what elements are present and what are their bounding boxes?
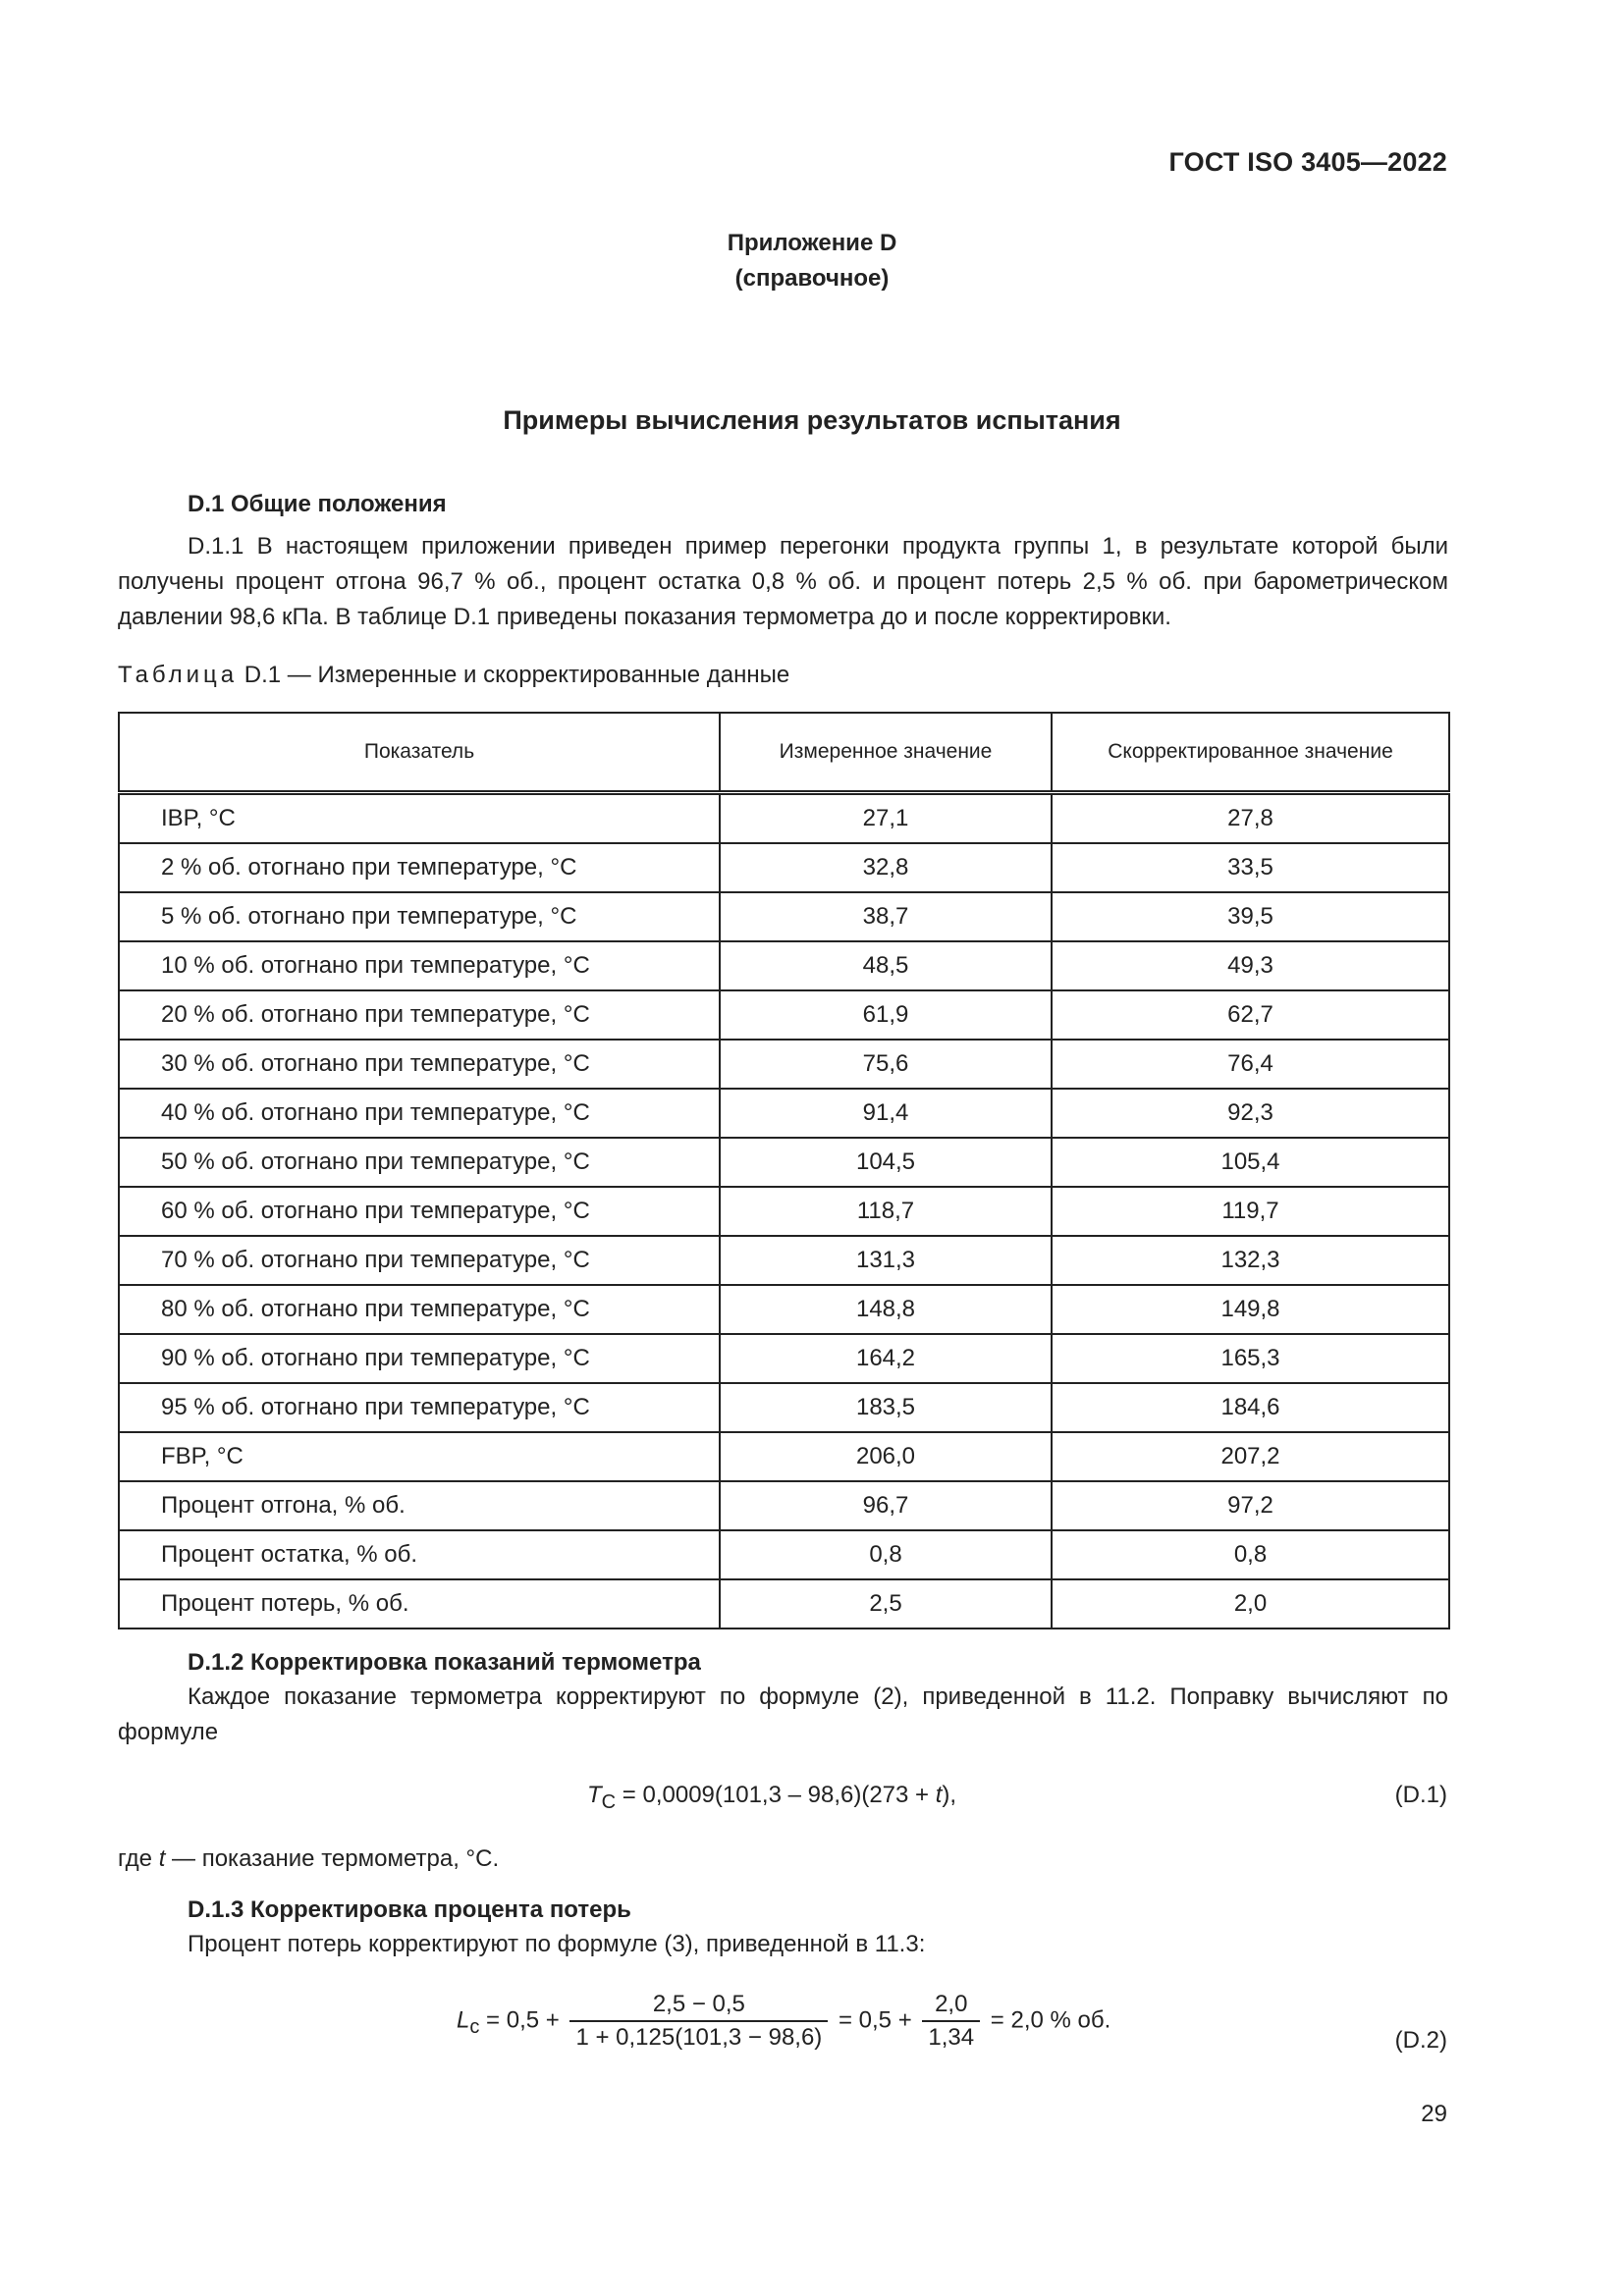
row-corrected-value: 132,3 <box>1052 1236 1449 1285</box>
row-measured-value: 2,5 <box>720 1579 1052 1629</box>
section-d12-heading: D.1.2 Корректировка показаний термометра <box>188 1649 701 1676</box>
formula-d1-body: = 0,0009(101,3 – 98,6)(273 + <box>616 1782 936 1808</box>
formula-d1 <box>587 1782 956 1814</box>
document-code: ГОСТ ISO 3405—2022 <box>1168 147 1447 177</box>
row-corrected-value: 149,8 <box>1052 1285 1449 1334</box>
row-corrected-value: 2,0 <box>1052 1579 1449 1629</box>
where-var: t <box>158 1845 166 1872</box>
row-corrected-value: 207,2 <box>1052 1432 1449 1481</box>
formula-d1-end: ), <box>942 1782 957 1808</box>
table-caption-word: Таблица <box>118 662 239 688</box>
row-indicator: 30 % об. отогнано при температуре, °C <box>119 1040 720 1089</box>
formula-d1-var: T <box>587 1782 602 1808</box>
row-indicator: Процент потерь, % об. <box>119 1579 720 1629</box>
row-indicator: IBP, °C <box>119 793 720 844</box>
row-indicator: 90 % об. отогнано при температуре, °C <box>119 1334 720 1383</box>
table-row <box>119 1481 1449 1530</box>
row-measured-value: 27,1 <box>720 793 1052 844</box>
header-indicator: Показатель <box>119 713 720 793</box>
table-row <box>119 793 1449 844</box>
formula-d2-part2: = 0,5 + <box>838 2006 912 2034</box>
header-measured: Измеренное значение <box>720 713 1052 793</box>
row-measured-value: 48,5 <box>720 941 1052 990</box>
table-row <box>119 1285 1449 1334</box>
row-indicator: 70 % об. отогнано при температуре, °C <box>119 1236 720 1285</box>
formula-d2-result: = 2,0 % об. <box>990 2006 1111 2034</box>
row-indicator: 2 % об. отогнано при температуре, °C <box>119 843 720 892</box>
row-corrected-value: 97,2 <box>1052 1481 1449 1530</box>
section-d13-heading: D.1.3 Корректировка процента потерь <box>188 1896 631 1923</box>
section-d13-paragraph: Процент потерь корректируют по формуле (3), приведенной в 11.3: <box>188 1931 926 1957</box>
row-measured-value: 75,6 <box>720 1040 1052 1089</box>
formula-d2-fraction-1 <box>569 1991 828 2052</box>
row-measured-value: 32,8 <box>720 843 1052 892</box>
row-indicator: Процент остатка, % об. <box>119 1530 720 1579</box>
equation-number-d1: (D.1) <box>1394 1782 1447 1808</box>
row-indicator: 80 % об. отогнано при температуре, °C <box>119 1285 720 1334</box>
row-corrected-value: 33,5 <box>1052 843 1449 892</box>
row-indicator: 50 % об. отогнано при температуре, °C <box>119 1138 720 1187</box>
row-measured-value: 91,4 <box>720 1089 1052 1138</box>
table-row <box>119 1334 1449 1383</box>
row-measured-value: 183,5 <box>720 1383 1052 1432</box>
row-measured-value: 164,2 <box>720 1334 1052 1383</box>
table-caption-text: D.1 — Измеренные и скорректированные данные <box>244 662 790 688</box>
formula-d1-sub: C <box>601 1790 617 1813</box>
appendix-heading <box>0 226 1624 296</box>
row-measured-value: 0,8 <box>720 1530 1052 1579</box>
section-d1-paragraph: D.1.1 В настоящем приложении приведен пример перегонки продукта группы 1, в результате которой были получены процент отгона 96,7 % об., процент остатка 0,8 % об. и процент потерь 2,5 % об. при барометрическом давлении 98,6 кПа. В таблице D.1 приведены показания термометра до и после корректировки. <box>118 533 1448 630</box>
where-clause <box>118 1845 499 1873</box>
row-indicator: 60 % об. отогнано при температуре, °C <box>119 1187 720 1236</box>
formula-d2-fraction-2 <box>922 1991 980 2052</box>
row-indicator: 10 % об. отогнано при температуре, °C <box>119 941 720 990</box>
appendix-subtitle: (справочное) <box>734 265 890 292</box>
table-caption <box>118 662 789 689</box>
row-measured-value: 131,3 <box>720 1236 1052 1285</box>
row-measured-value: 96,7 <box>720 1481 1052 1530</box>
row-indicator: 20 % об. отогнано при температуре, °C <box>119 990 720 1040</box>
table-row <box>119 1040 1449 1089</box>
table-row <box>119 1432 1449 1481</box>
row-corrected-value: 119,7 <box>1052 1187 1449 1236</box>
row-corrected-value: 105,4 <box>1052 1138 1449 1187</box>
row-measured-value: 206,0 <box>720 1432 1052 1481</box>
table-row <box>119 1187 1449 1236</box>
row-corrected-value: 92,3 <box>1052 1089 1449 1138</box>
row-corrected-value: 39,5 <box>1052 892 1449 941</box>
row-measured-value: 38,7 <box>720 892 1052 941</box>
row-indicator: Процент отгона, % об. <box>119 1481 720 1530</box>
main-title: Примеры вычисления результатов испытания <box>503 405 1121 435</box>
row-corrected-value: 184,6 <box>1052 1383 1449 1432</box>
table-row <box>119 843 1449 892</box>
table-row <box>119 1138 1449 1187</box>
appendix-title: Приложение D <box>727 230 897 256</box>
table-row <box>119 990 1449 1040</box>
row-measured-value: 118,7 <box>720 1187 1052 1236</box>
row-corrected-value: 27,8 <box>1052 793 1449 844</box>
row-corrected-value: 49,3 <box>1052 941 1449 990</box>
section-d1-heading: D.1 Общие положения <box>188 491 447 517</box>
fraction-1-denominator: 1 + 0,125(101,3 − 98,6) <box>575 2024 823 2051</box>
table-row <box>119 1530 1449 1579</box>
section-d12-paragraph: Каждое показание термометра корректируют по формуле (2), приведенной в 11.2. Поправку вычисляют по формуле <box>118 1683 1448 1745</box>
row-corrected-value: 165,3 <box>1052 1334 1449 1383</box>
row-indicator: 40 % об. отогнано при температуре, °C <box>119 1089 720 1138</box>
table-header-row <box>119 713 1449 793</box>
row-measured-value: 61,9 <box>720 990 1052 1040</box>
formula-d2-var: L <box>457 2006 470 2034</box>
table-row <box>119 892 1449 941</box>
table-row <box>119 1383 1449 1432</box>
where-post: — показание термометра, °C. <box>165 1845 500 1872</box>
table-row <box>119 1089 1449 1138</box>
row-indicator: 5 % об. отогнано при температуре, °C <box>119 892 720 941</box>
where-pre: где <box>118 1845 159 1872</box>
header-corrected: Скорректированное значение <box>1052 713 1449 793</box>
row-measured-value: 104,5 <box>720 1138 1052 1187</box>
row-corrected-value: 62,7 <box>1052 990 1449 1040</box>
fraction-2-denominator: 1,34 <box>928 2024 975 2051</box>
fraction-2-numerator: 2,0 <box>922 1991 980 2022</box>
page-number: 29 <box>1421 2101 1447 2127</box>
row-measured-value: 148,8 <box>720 1285 1052 1334</box>
table-row <box>119 1579 1449 1629</box>
row-indicator: FBP, °C <box>119 1432 720 1481</box>
fraction-1-numerator: 2,5 − 0,5 <box>569 1991 828 2022</box>
data-table <box>118 712 1450 1629</box>
row-corrected-value: 76,4 <box>1052 1040 1449 1089</box>
equation-number-d2: (D.2) <box>1394 2027 1447 2054</box>
formula-d2-sub: c <box>469 2016 480 2039</box>
row-indicator: 95 % об. отогнано при температуре, °C <box>119 1383 720 1432</box>
table-row <box>119 1236 1449 1285</box>
formula-d2 <box>457 1991 1110 2052</box>
table-row <box>119 941 1449 990</box>
formula-d2-part1: = 0,5 + <box>486 2006 560 2034</box>
row-corrected-value: 0,8 <box>1052 1530 1449 1579</box>
formula-d1-t: t <box>935 1782 943 1808</box>
